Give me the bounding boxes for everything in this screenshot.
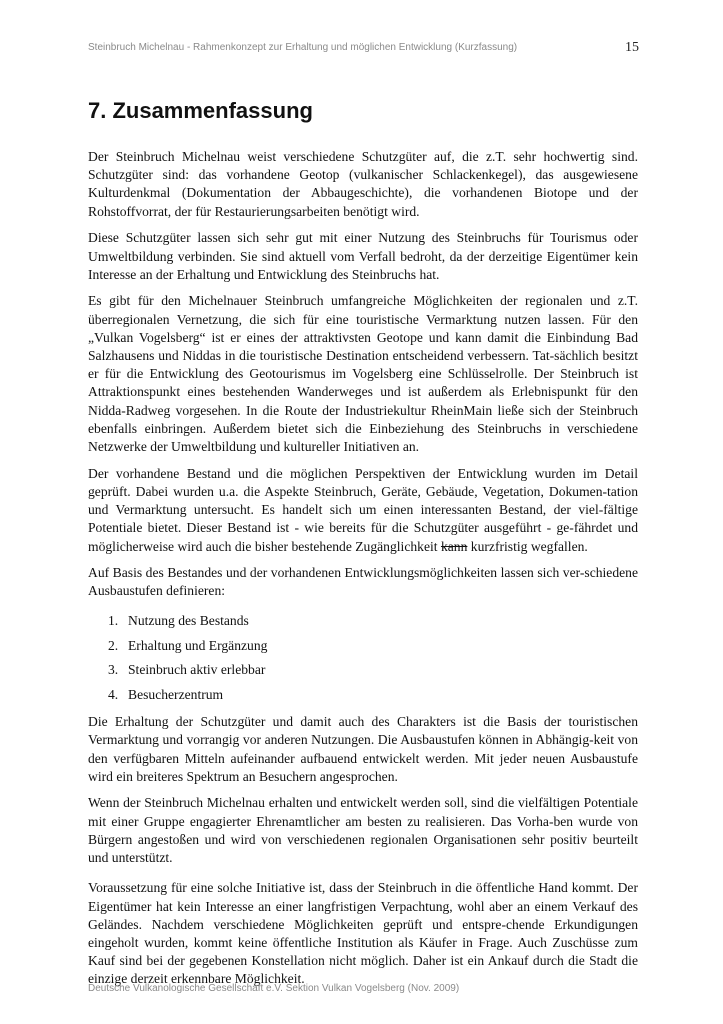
list-number: 3. [108,662,119,678]
section-heading: 7. Zusammenfassung [88,98,313,123]
running-footer: Deutsche Vulkanologische Gesellschaft e.V. Sektion Vulkan Vogelsberg (Nov. 2009) [88,983,460,994]
list-label: Nutzung des Bestands [128,613,249,629]
paragraph-inventory-text: Der vorhandene Bestand und die möglichen Perspektiven der Entwicklung wurden im Detail geprüft. Dabei wurden u.a. die Aspekte Steinbruch, Geräte, Gebäude, Vegetation, Dokumen-tation und Vermarktung untersucht. Es handelt sich um einen interessanten Bestand, der viel-fältige Potentiale bietet. Dieser Bestand ist - wie bereits für die Schutzgüter ausgeführt - ge-fährdet und möglicherweise wird auch die bisher bestehende Zugänglichkeit [88,465,638,554]
document-body [88,148,638,997]
paragraph-priority: Die Erhaltung der Schutzgüter und damit auch des Charakters ist die Basis der touristischen Vermarktung und vorrangig vor anderen Nutzungen. Die Ausbaustufen können in Abhängig-keit von den verfügbaren Mitteln aufeinander aufbauend entwickelt werden. Mit jeder neuen Ausbaustufe wird ein breiteres Spektrum an Besuchern angesprochen. [88,714,638,784]
paragraph-inventory-end: kurzfristig wegfallen. [470,538,588,554]
list-number: 1. [108,613,119,629]
page-number: 15 [625,40,639,55]
list-number: 4. [108,686,119,702]
list-item [108,609,638,634]
running-header: Steinbruch Michelnau - Rahmenkonzept zur Erhaltung und möglichen Entwicklung (Kurzfassung) [88,42,518,53]
list-label: Erhaltung und Ergänzung [128,637,268,653]
struck-word: kann [440,538,468,554]
paragraph-regional-network: Es gibt für den Michelnauer Steinbruch umfangreiche Möglichkeiten der regionalen und z.T. überregionalen Vernetzung, die sich für eine touristische Vermarktung nutzen lassen. Für den „Vulkan Vogelsberg“ ist er eines der attraktivsten Geotope und kann damit die Einbindung Bad Salzhausens und Niddas in die touristische Destination entscheidend verbessern. Tat-sächlich besitzt er für die Entwicklung des Geotourismus im Vogelsberg eine Schlüsselrolle. Der Steinbruch ist Attraktionspunkt eines bestehenden Wanderweges und ist außerdem als Erlebnispunkt für den Nidda-Radweg vorgesehen. In die Route der Industriekultur RheinMain ließe sich der Steinbruch ebenfalls einbringen. Außerdem bietet sich die Einbeziehung des Steinbruchs in verschiedene Netzwerke der Umweltbildung und kultureller Initiativen an. [88,293,638,455]
list-item [108,683,638,708]
paragraph-expansion-stages: Auf Basis des Bestandes und der vorhandenen Entwicklungsmöglichkeiten lassen sich ver-schiedene Ausbaustufen definieren: [88,565,638,599]
list-item [108,658,638,683]
list-item [108,634,638,659]
list-label: Besucherzentrum [128,686,224,702]
stages-list [88,609,638,707]
paragraph-tourism-use: Diese Schutzgüter lassen sich sehr gut mit einer Nutzung des Steinbruchs für Tourismus oder Umweltbildung verbinden. Sie sind aktuell vom Verfall bedroht, da der derzeitige Eigentümer kein Interesse an der Erhaltung und Entwicklung des Steinbruchs hat. [88,230,638,282]
paragraph-protected-assets: Der Steinbruch Michelnau weist verschiedene Schutzgüter auf, die z.T. sehr hochwertig sind. Schutzgüter sind: das vorhandene Geotop (vulkanischer Schlackenkegel), das ausgewiesene Kulturdenkmal (Dokumentation der Abbaugeschichte), die vorhandenen Biotope und der Rohstoffvorrat, der für Restaurierungsarbeiten benötigt wird. [88,149,638,219]
list-label: Steinbruch aktiv erlebbar [128,662,266,678]
paragraph-inventory [88,465,638,556]
paragraph-volunteers: Wenn der Steinbruch Michelnau erhalten und entwickelt werden soll, sind die vielfältigen Potentiale mit einer Gruppe engagierter Ehrenamtlicher am besten zu realisieren. Das Vorha-ben wurde von Bürgern angestoßen und wird von verschiedenen regionalen Organisationen sehr positiv beurteilt und unterstützt. [88,795,638,866]
list-number: 2. [108,637,119,653]
paragraph-acquisition: Voraussetzung für eine solche Initiative ist, dass der Steinbruch in die öffentliche Hand kommt. Der Eigentümer hat kein Interesse an einer langfristigen Verpachtung, wohl aber an einem Verkauf des Geländes. Nachdem verschiedene Möglichkeiten geprüft und entspre-chende Erkundigungen eingeholt wurden, kommt keine öffentliche Institution als Käufer in Frage. Auch Zuschüsse zum Kauf sind bei der gegebenen Konstellation nicht möglich. Daher ist ein Ankauf durch die Stadt die einzige derzeit erkennbare Möglichkeit. [88,880,638,987]
